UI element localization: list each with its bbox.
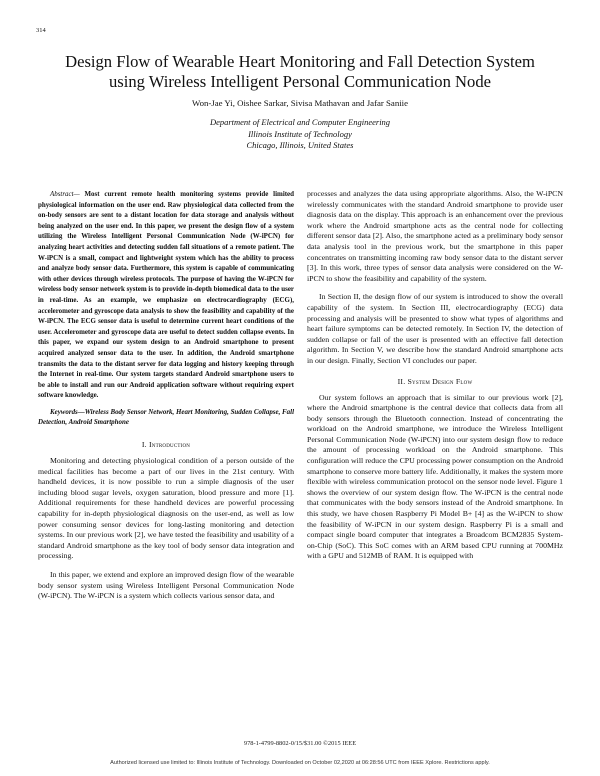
author-list: Won-Jae Yi, Oishee Sarkar, Sivisa Mathavan and Jafar Saniie — [191, 98, 409, 108]
abstract-lead: Abstract— — [50, 190, 80, 198]
intro-paragraph-1: Monitoring and detecting physiological condition of a person outside of the medical facilities has become a part of our lives in the 21st century. With handheld devices, it is now possible to run a simple diagnosis of the user including blood sugar levels, oxygen saturation, blood pressure and more [1]. Additional requirements for these handheld devices are powerful processing capability for in-depth physiological diagnosis on the user-end, as well as low power consuming sensor devices for long-lasting monitoring and detection systems. In our previous work [2], we have tested the feasibility and usability of a standard Android smartphone as the key tool of body sensor data integration and processing. — [38, 456, 294, 561]
abstract-text: Most current remote health monitoring systems provide limited physiological information on the user end. Raw physiological data collected from the on-body sensors are sent to a distant location for data storage and analysis without being analyzed on the user end. In this paper, we present the design flow of a system utilizing the Wireless Intelligent Personal Communication Node (W-iPCN) for analyzing heart activities and detecting sudden fall situations of a remote patient. The W-iPCN is a small, compact and lightweight system which has the ability to process and analyze body sensor data. Furthermore, this system is capable of communicating with other devices through wireless protocols. The purpose of having the W-iPCN for wireless body sensor network system is to provide in-depth biomedical data to the user in real-time. As an example, we emphasize on electrocardiography (ECG), accelerometer and gyroscope data analysis to show the feasibility and capability of the W-iPCN. The ECG sensor data is useful to determine current heart conditions of the user. Accelerometer and gyroscope data are useful to detect sudden collapse events. In this paper, we expand our system design to an Android smartphone to present acquired analyzed sensor data to the user. In addition, the Android smartphone transmits the data to the distant server for data logging and history keeping through the Internet in real-time. Our system targets standard Android smartphone users to be able to install and run our Android application software without requiring expert software knowledge. — [38, 190, 294, 400]
affiliation-department: Department of Electrical and Computer Engineering — [209, 117, 391, 127]
page-number: 314 — [36, 27, 46, 34]
left-column — [38, 189, 294, 602]
title-line-1: Design Flow of Wearable Heart Monitoring and Fall Detection System — [65, 52, 535, 71]
affiliation-institute: Illinois Institute of Technology — [248, 128, 352, 139]
intro-paragraph-continued: processes and analyzes the data using appropriate algorithms. Also, the W-iPCN wirelessly communicates with the standard Android smartphone to provide user diagnosis data on the display. This approach is an enhancement over the previous work where the Android smartphone acts as the central node for collecting different sensor data [2]. Also, the smartphone acted as a preliminary body sensor data analysis tool in the previous work, but the smartphone in this paper concentrates on transmitting incoming raw body sensor data to the distant server [3]. In this work, three types of sensor data analysis were considered on the W-iPCN to show the feasibility and capability of the system. — [307, 189, 563, 283]
footer-isbn: 978-1-4799-8802-0/15/$31.00 ©2015 IEEE — [243, 740, 357, 747]
affiliation-location: Chicago, Illinois, United States — [246, 140, 354, 150]
paragraph-gap — [307, 284, 563, 292]
design-paragraph-1: Our system follows an approach that is similar to our previous work [2], where the Android smartphone is the central device that collects data from all body sensors through the Bluetooth connection. Instead of concentrating the workload on the Android smartphone, we introduce the Wireless Intelligent Personal Communication Node (W-iPCN) into our system design flow to reduce the amount of processing workload on the Android smartphone. This configuration will reduce the CPU processing power consumption on the Android smartphone to conserve more battery life. Additionally, it makes the system more flexible with wireless communication protocol on the sensor node level. Figure 1 shows the overview of our system design flow. The W-iPCN is the central node that communicates with the body sensors instead of the Android smartphone. In this study, we have chosen Raspberry Pi Model B+ [4] as the W-iPCN to show the feasibility of W-iPCN in our system design. Raspberry Pi is a small and compact single board computer that integrates a Broadcom BCM2835 System-on-Chip (SoC). This SoC comes with an ARM based CPU running at 700MHz with a GPU and 512MB of RAM. It is equipped with — [307, 392, 563, 561]
intro-paragraph-outline: In Section II, the design flow of our system is introduced to show the overall capability of the system. In Section III, electrocardiography (ECG) data processing and analysis will be presented to show what types of algorithms and heart failure symptoms can be detected remotely. In Section IV, the detection of sudden collapse or fall of the user is presented with an effective fall detection algorithm. In Section V, we describe how the standard Android smartphone acts in our design. Finally, Section VI concludes our paper. — [307, 292, 563, 365]
paragraph-gap — [38, 562, 294, 570]
section-heading-introduction: I. Introduction — [141, 440, 191, 450]
keywords: Keywords—Wireless Body Sensor Network, Heart Monitoring, Sudden Collapse, Fall Detection, Android Smartphone — [38, 407, 294, 427]
section-heading-system-design: II. System Design Flow — [397, 376, 473, 386]
footer-license: Authorized licensed use limited to: Illinois Institute of Technology. Downloaded on October 02,2020 at 06:28:56 UTC from IEEE Xplore. Restrictions apply. — [110, 760, 490, 766]
intro-paragraph-2: In this paper, we extend and explore an improved design flow of the wearable body sensor system using Wireless Intelligent Personal Communication Node (W-iPCN). The W-iPCN is a system which collects various sensor data, and — [38, 570, 294, 601]
right-column — [307, 189, 563, 562]
abstract — [38, 189, 294, 401]
paper-title — [30, 52, 570, 92]
title-line-2: using Wireless Intelligent Personal Communication Node — [108, 72, 491, 91]
